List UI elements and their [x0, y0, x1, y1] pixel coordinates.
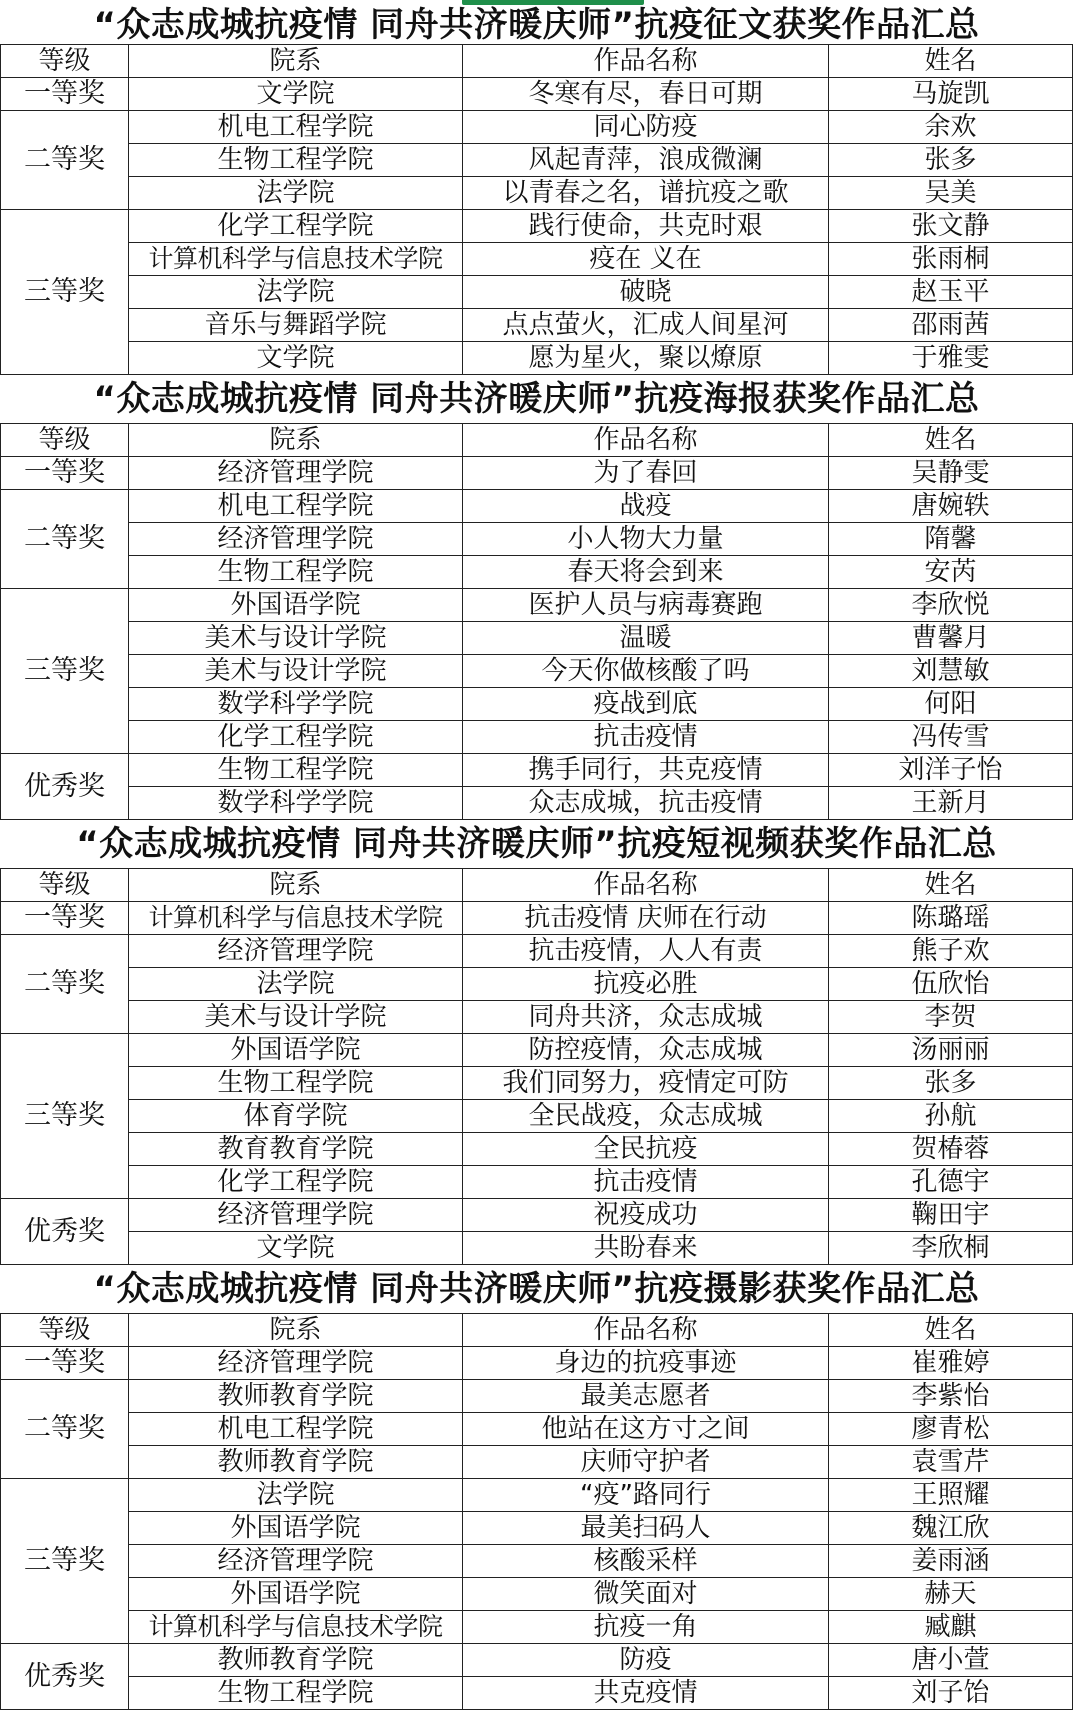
work-title-cell: 微笑面对	[463, 1578, 829, 1611]
work-title-cell: 抗疫必胜	[463, 968, 829, 1001]
work-title-cell: 全民抗疫	[463, 1133, 829, 1166]
department-cell: 文学院	[129, 342, 463, 375]
table-row	[1, 1199, 1073, 1232]
award-level-cell: 三等奖	[1, 1479, 129, 1644]
table-row	[1, 523, 1073, 556]
name-cell: 安芮	[829, 556, 1073, 589]
award-level-cell: 优秀奖	[1, 1199, 129, 1265]
name-cell: 刘子饴	[829, 1677, 1073, 1710]
header-level: 等级	[1, 1314, 129, 1347]
work-title-cell: 最美志愿者	[463, 1380, 829, 1413]
award-level-cell: 一等奖	[1, 78, 129, 111]
table-row	[1, 1034, 1073, 1067]
work-title-cell: 抗击疫情 庆师在行动	[463, 902, 829, 935]
work-title-cell: 同心防疫	[463, 111, 829, 144]
header-department: 院系	[129, 869, 463, 902]
name-cell: 王照耀	[829, 1479, 1073, 1512]
work-title-cell: 破晓	[463, 276, 829, 309]
work-title-cell: “疫”路同行	[463, 1479, 829, 1512]
award-level-cell: 三等奖	[1, 210, 129, 375]
header-work-title: 作品名称	[463, 424, 829, 457]
award-level-cell: 一等奖	[1, 902, 129, 935]
table-row	[1, 78, 1073, 111]
department-cell: 音乐与舞蹈学院	[129, 309, 463, 342]
name-cell: 王新月	[829, 787, 1073, 820]
work-title-cell: 小人物大力量	[463, 523, 829, 556]
header-level: 等级	[1, 424, 129, 457]
name-cell: 魏江欣	[829, 1512, 1073, 1545]
work-title-cell: 抗疫一角	[463, 1611, 829, 1644]
department-cell: 机电工程学院	[129, 111, 463, 144]
name-cell: 鞠田宇	[829, 1199, 1073, 1232]
name-cell: 崔雅婷	[829, 1347, 1073, 1380]
table-row	[1, 1380, 1073, 1413]
table-row	[1, 1446, 1073, 1479]
table-row	[1, 342, 1073, 375]
name-cell: 曹馨月	[829, 622, 1073, 655]
name-cell: 唐婉轶	[829, 490, 1073, 523]
table-row	[1, 457, 1073, 490]
work-title-cell: 点点萤火，汇成人间星河	[463, 309, 829, 342]
header-level: 等级	[1, 45, 129, 78]
header-work-title: 作品名称	[463, 45, 829, 78]
header-row	[1, 869, 1073, 902]
header-name: 姓名	[829, 1314, 1073, 1347]
work-title-cell: 祝疫成功	[463, 1199, 829, 1232]
department-cell: 教育教育学院	[129, 1133, 463, 1166]
department-cell: 数学科学学院	[129, 688, 463, 721]
table-row	[1, 1644, 1073, 1677]
header-name: 姓名	[829, 45, 1073, 78]
table-row	[1, 589, 1073, 622]
work-title-cell: 温暖	[463, 622, 829, 655]
department-cell: 美术与设计学院	[129, 655, 463, 688]
table-row	[1, 276, 1073, 309]
header-name: 姓名	[829, 869, 1073, 902]
department-cell: 化学工程学院	[129, 1166, 463, 1199]
awards-table	[0, 868, 1073, 1265]
department-cell: 文学院	[129, 1232, 463, 1265]
header-name: 姓名	[829, 424, 1073, 457]
work-title-cell: 以青春之名，谱抗疫之歌	[463, 177, 829, 210]
department-cell: 计算机科学与信息技术学院	[129, 243, 463, 276]
name-cell: 吴静雯	[829, 457, 1073, 490]
name-cell: 冯传雪	[829, 721, 1073, 754]
table-row	[1, 1347, 1073, 1380]
table-row	[1, 1479, 1073, 1512]
work-title-cell: 医护人员与病毒赛跑	[463, 589, 829, 622]
table-row	[1, 1611, 1073, 1644]
department-cell: 机电工程学院	[129, 1413, 463, 1446]
name-cell: 李欣桐	[829, 1232, 1073, 1265]
name-cell: 张雨桐	[829, 243, 1073, 276]
department-cell: 外国语学院	[129, 589, 463, 622]
work-title-cell: 同舟共济，众志成城	[463, 1001, 829, 1034]
header-level: 等级	[1, 869, 129, 902]
table-row	[1, 243, 1073, 276]
table-row	[1, 1578, 1073, 1611]
table-row	[1, 688, 1073, 721]
table-row	[1, 309, 1073, 342]
department-cell: 生物工程学院	[129, 1067, 463, 1100]
table-row	[1, 1067, 1073, 1100]
name-cell: 熊子欢	[829, 935, 1073, 968]
table-row	[1, 490, 1073, 523]
name-cell: 姜雨涵	[829, 1545, 1073, 1578]
department-cell: 教师教育学院	[129, 1446, 463, 1479]
department-cell: 化学工程学院	[129, 210, 463, 243]
name-cell: 张文静	[829, 210, 1073, 243]
name-cell: 吴美	[829, 177, 1073, 210]
work-title-cell: 春天将会到来	[463, 556, 829, 589]
department-cell: 文学院	[129, 78, 463, 111]
work-title-cell: 抗击疫情，人人有责	[463, 935, 829, 968]
award-level-cell: 二等奖	[1, 1380, 129, 1479]
table-row	[1, 1413, 1073, 1446]
name-cell: 孙航	[829, 1100, 1073, 1133]
table-row	[1, 622, 1073, 655]
header-work-title: 作品名称	[463, 869, 829, 902]
name-cell: 赵玉平	[829, 276, 1073, 309]
name-cell: 隋馨	[829, 523, 1073, 556]
table-row	[1, 1545, 1073, 1578]
name-cell: 赫天	[829, 1578, 1073, 1611]
table-row	[1, 1133, 1073, 1166]
work-title-cell: 今天你做核酸了吗	[463, 655, 829, 688]
name-cell: 张多	[829, 144, 1073, 177]
work-title-cell: 践行使命，共克时艰	[463, 210, 829, 243]
name-cell: 唐小萱	[829, 1644, 1073, 1677]
work-title-cell: 携手同行，共克疫情	[463, 754, 829, 787]
name-cell: 伍欣怡	[829, 968, 1073, 1001]
department-cell: 教师教育学院	[129, 1380, 463, 1413]
department-cell: 经济管理学院	[129, 457, 463, 490]
department-cell: 化学工程学院	[129, 721, 463, 754]
name-cell: 刘慧敏	[829, 655, 1073, 688]
work-title-cell: 共盼春来	[463, 1232, 829, 1265]
table-row	[1, 1001, 1073, 1034]
section-title: “众志成城抗疫情 同舟共济暖庆师”抗疫海报获奖作品汇总	[93, 379, 980, 419]
work-title-cell: 抗击疫情	[463, 721, 829, 754]
award-level-cell: 二等奖	[1, 111, 129, 210]
table-row	[1, 1166, 1073, 1199]
award-level-cell: 一等奖	[1, 1347, 129, 1380]
table-row	[1, 177, 1073, 210]
work-title-cell: 我们同努力，疫情定可防	[463, 1067, 829, 1100]
work-title-cell: 抗击疫情	[463, 1166, 829, 1199]
table-row	[1, 935, 1073, 968]
table-row	[1, 1232, 1073, 1265]
department-cell: 美术与设计学院	[129, 1001, 463, 1034]
department-cell: 经济管理学院	[129, 935, 463, 968]
department-cell: 经济管理学院	[129, 1545, 463, 1578]
work-title-cell: 风起青萍，浪成微澜	[463, 144, 829, 177]
table-row	[1, 144, 1073, 177]
sheet-tab-indicator	[462, 0, 644, 5]
header-department: 院系	[129, 45, 463, 78]
table-row	[1, 1677, 1073, 1710]
name-cell: 马旋凯	[829, 78, 1073, 111]
work-title-cell: 为了春回	[463, 457, 829, 490]
department-cell: 美术与设计学院	[129, 622, 463, 655]
work-title-cell: 庆师守护者	[463, 1446, 829, 1479]
table-row	[1, 721, 1073, 754]
department-cell: 法学院	[129, 177, 463, 210]
section-title: “众志成城抗疫情 同舟共济暖庆师”抗疫短视频获奖作品汇总	[76, 824, 997, 864]
work-title-cell: 众志成城，抗击疫情	[463, 787, 829, 820]
department-cell: 经济管理学院	[129, 1199, 463, 1232]
work-title-cell: 防疫	[463, 1644, 829, 1677]
name-cell: 李贺	[829, 1001, 1073, 1034]
work-title-cell: 战疫	[463, 490, 829, 523]
name-cell: 贺椿蓉	[829, 1133, 1073, 1166]
name-cell: 邵雨茜	[829, 309, 1073, 342]
department-cell: 外国语学院	[129, 1034, 463, 1067]
work-title-cell: 最美扫码人	[463, 1512, 829, 1545]
work-title-cell: 疫战到底	[463, 688, 829, 721]
department-cell: 外国语学院	[129, 1512, 463, 1545]
award-level-cell: 一等奖	[1, 457, 129, 490]
table-row	[1, 655, 1073, 688]
department-cell: 生物工程学院	[129, 556, 463, 589]
table-row	[1, 902, 1073, 935]
department-cell: 生物工程学院	[129, 754, 463, 787]
name-cell: 余欢	[829, 111, 1073, 144]
award-level-cell: 三等奖	[1, 1034, 129, 1199]
name-cell: 李紫怡	[829, 1380, 1073, 1413]
name-cell: 于雅雯	[829, 342, 1073, 375]
work-title-cell: 防控疫情，众志成城	[463, 1034, 829, 1067]
section-title: “众志成城抗疫情 同舟共济暖庆师”抗疫征文获奖作品汇总	[93, 5, 980, 44]
name-cell: 臧麒	[829, 1611, 1073, 1644]
name-cell: 何阳	[829, 688, 1073, 721]
award-level-cell: 优秀奖	[1, 754, 129, 820]
award-level-cell: 三等奖	[1, 589, 129, 754]
header-row	[1, 424, 1073, 457]
table-row	[1, 968, 1073, 1001]
work-title-cell: 他站在这方寸之间	[463, 1413, 829, 1446]
header-department: 院系	[129, 424, 463, 457]
department-cell: 体育学院	[129, 1100, 463, 1133]
name-cell: 张多	[829, 1067, 1073, 1100]
awards-table	[0, 423, 1073, 820]
header-row	[1, 45, 1073, 78]
table-row	[1, 210, 1073, 243]
work-title-cell: 全民战疫，众志成城	[463, 1100, 829, 1133]
work-title-cell: 冬寒有尽，春日可期	[463, 78, 829, 111]
name-cell: 陈璐瑶	[829, 902, 1073, 935]
header-work-title: 作品名称	[463, 1314, 829, 1347]
awards-table	[0, 44, 1073, 375]
name-cell: 孔德宇	[829, 1166, 1073, 1199]
department-cell: 经济管理学院	[129, 1347, 463, 1380]
work-title-cell: 核酸采样	[463, 1545, 829, 1578]
table-row	[1, 111, 1073, 144]
department-cell: 外国语学院	[129, 1578, 463, 1611]
header-department: 院系	[129, 1314, 463, 1347]
department-cell: 法学院	[129, 1479, 463, 1512]
award-level-cell: 二等奖	[1, 935, 129, 1034]
name-cell: 袁雪芹	[829, 1446, 1073, 1479]
work-title-cell: 疫在 义在	[463, 243, 829, 276]
table-row	[1, 556, 1073, 589]
department-cell: 生物工程学院	[129, 144, 463, 177]
department-cell: 法学院	[129, 276, 463, 309]
table-row	[1, 787, 1073, 820]
department-cell: 经济管理学院	[129, 523, 463, 556]
work-title-cell: 愿为星火，聚以燎原	[463, 342, 829, 375]
work-title-cell: 共克疫情	[463, 1677, 829, 1710]
table-row	[1, 754, 1073, 787]
name-cell: 廖青松	[829, 1413, 1073, 1446]
section-title: “众志成城抗疫情 同舟共济暖庆师”抗疫摄影获奖作品汇总	[93, 1269, 980, 1309]
name-cell: 李欣悦	[829, 589, 1073, 622]
department-cell: 机电工程学院	[129, 490, 463, 523]
department-cell: 法学院	[129, 968, 463, 1001]
award-level-cell: 优秀奖	[1, 1644, 129, 1710]
table-row	[1, 1100, 1073, 1133]
department-cell: 计算机科学与信息技术学院	[129, 902, 463, 935]
department-cell: 数学科学学院	[129, 787, 463, 820]
department-cell: 教师教育学院	[129, 1644, 463, 1677]
awards-table	[0, 1313, 1073, 1710]
name-cell: 汤丽丽	[829, 1034, 1073, 1067]
header-row	[1, 1314, 1073, 1347]
department-cell: 生物工程学院	[129, 1677, 463, 1710]
department-cell: 计算机科学与信息技术学院	[129, 1611, 463, 1644]
name-cell: 刘洋子怡	[829, 754, 1073, 787]
award-level-cell: 二等奖	[1, 490, 129, 589]
work-title-cell: 身边的抗疫事迹	[463, 1347, 829, 1380]
table-row	[1, 1512, 1073, 1545]
